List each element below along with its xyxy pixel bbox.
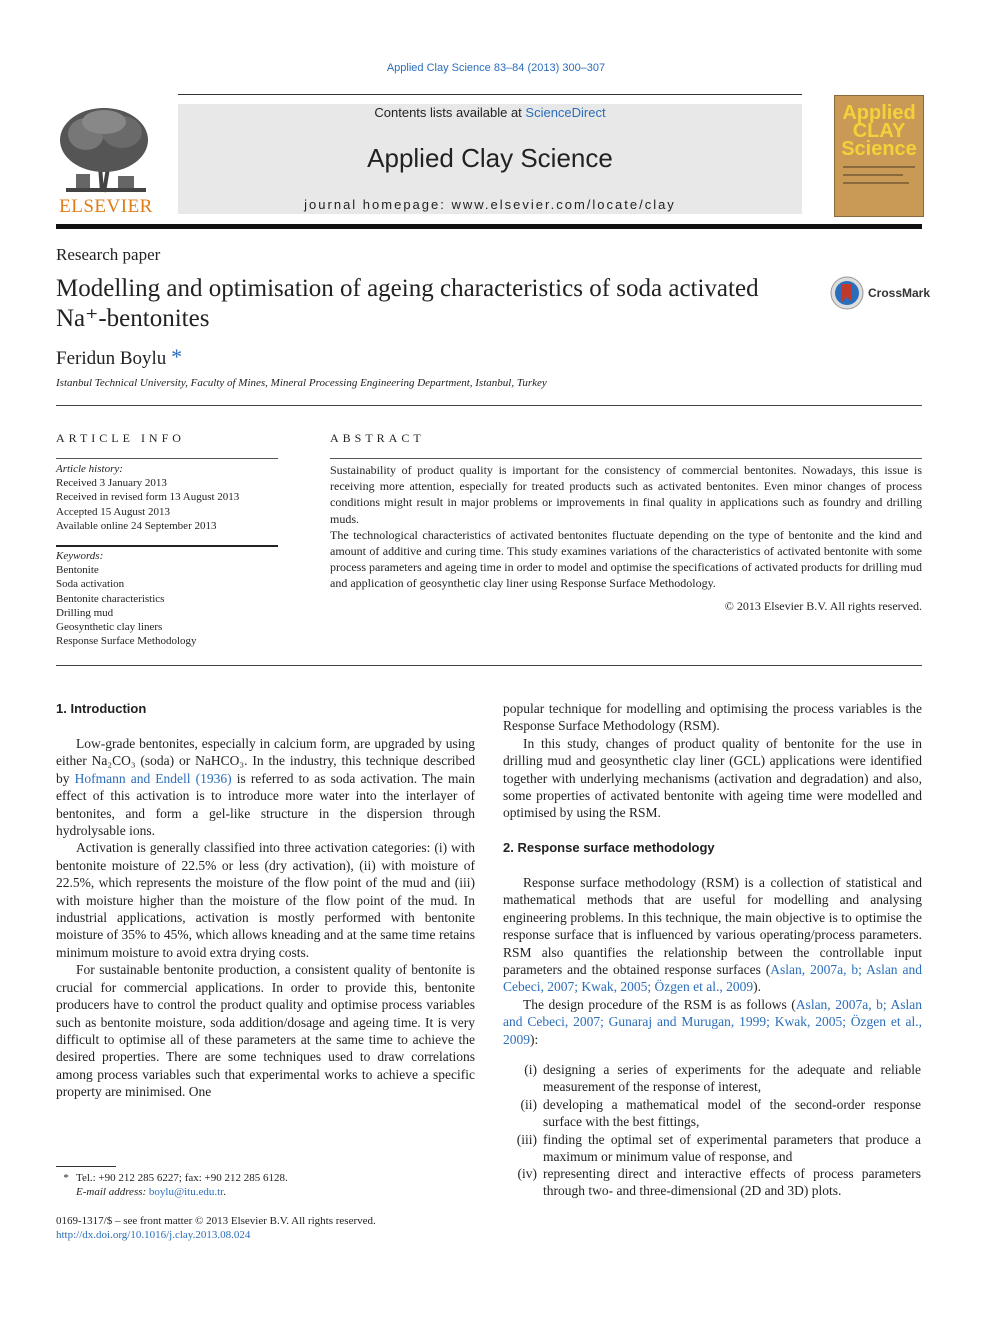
paper-title [56, 274, 796, 334]
header-rule [178, 94, 802, 95]
right-column-top [503, 700, 922, 822]
list-number: (iv) [517, 1166, 537, 1181]
journal-title: Applied Clay Science [367, 143, 613, 173]
footnote [56, 1171, 476, 1199]
publisher-name: ELSEVIER [59, 196, 153, 217]
paragraph [503, 996, 922, 1048]
footnote-tel: Tel.: +90 212 285 6227; fax: +90 212 285 6128. [76, 1172, 288, 1184]
text-span: ). [753, 979, 761, 995]
footnote-mark: * [63, 1172, 69, 1184]
contents-prefix: Contents lists available at [374, 105, 526, 120]
citation-link[interactable]: Hofmann and Endell (1936) [74, 770, 232, 786]
abstract-rule [330, 458, 922, 459]
cover-title: Applied CLAY Science [841, 102, 917, 160]
author-mark[interactable]: * [171, 344, 183, 369]
divider [56, 405, 922, 406]
abstract-heading: ABSTRACT [330, 431, 425, 445]
text-span: ): [530, 1031, 539, 1047]
keyword: Response Surface Methodology [56, 635, 197, 648]
list-text: developing a mathematical model of the second-order response surface with the best fittings, [543, 1097, 921, 1130]
section-heading: 1. Introduction [56, 701, 147, 716]
list-text: representing direct and interactive effects of process parameters through two- and three-dimensional (2D and 3D) plots. [543, 1166, 921, 1199]
header-thick-rule [56, 224, 922, 229]
article-history [56, 462, 278, 533]
journal-cover [834, 95, 924, 217]
keyword: Drilling mud [56, 606, 114, 619]
list-number: (ii) [520, 1097, 537, 1112]
paper-title-line1: Modelling and optimisation of ageing characteristics of soda activated [56, 275, 759, 302]
issn-line: 0169-1317/$ – see front matter © 2013 Elsevier B.V. All rights reserved. [56, 1215, 376, 1227]
text-span: is referred to as soda activation. The main effect of this activation is to introduce more water into the interlayer of bentonites, and form a gel-like structure in the dispersion through hydrolysable ions. [56, 770, 476, 839]
paragraph: popular technique for modelling and optimising the process variables is the Response Surface Methodology (RSM). [503, 701, 922, 734]
paragraph [56, 735, 475, 839]
author-name: Feridun Boylu [56, 348, 167, 369]
paragraph [503, 874, 922, 996]
journal-citation[interactable]: Applied Clay Science 83–84 (2013) 300–307 [386, 62, 606, 74]
text-span: Response surface methodology (RSM) is a collection of statistical and mathematical methods that are useful for modelling and analysing engineering problems. In this technique, the main objective is to optimise the response surface that is influenced by various operating/process parameters. RSM also quantifies the relationship between the controllable input parameters and the obtained response surfaces ( [503, 875, 922, 978]
citation-link[interactable]: Aslan, 2007a, b; Aslan and Cebeci, 2007; Kwak, 2005; Özgen et al., 2009 [503, 962, 922, 995]
keyword: Soda activation [56, 578, 125, 591]
crossmark-badge[interactable] [830, 276, 930, 310]
elsevier-logo [56, 104, 156, 216]
keyword: Bentonite [56, 564, 99, 577]
contents-line [178, 105, 802, 120]
history-label: Article history: [56, 463, 123, 475]
citation-link[interactable]: Aslan, 2007a, b; Aslan and Cebeci, 2007; Gunaraj and Murugan, 1999; Kwak, 2005; Özgen et al., 2009 [503, 996, 923, 1047]
front-matter [56, 1214, 556, 1242]
affiliation: Istanbul Technical University, Faculty of Mines, Mineral Processing Engineering Department, Istanbul, Turkey [56, 377, 547, 389]
email-end: . [223, 1186, 226, 1199]
doi-link[interactable]: http://dx.doi.org/10.1016/j.clay.2013.08.024 [56, 1229, 251, 1242]
footnote-rule [56, 1166, 116, 1167]
history-item: Accepted 15 August 2013 [56, 505, 170, 518]
history-item: Received 3 January 2013 [56, 477, 167, 490]
keyword: Bentonite characteristics [56, 592, 165, 605]
list-text: finding the optimal set of experimental parameters that produce a maximum or minimum value of response, and [543, 1132, 921, 1165]
paper-type: Research paper [56, 245, 161, 264]
procedure-list [503, 1061, 922, 1206]
keywords [56, 549, 278, 648]
sciencedirect-link[interactable]: ScienceDirect [525, 105, 606, 120]
paragraph: Activation is generally classified into three activation categories: (i) with bentonite moisture of 22.5% or less (dry activation), (ii) with moisture of 22.5%, which represents the moisture of the flow point of the mud and (iii) with moisture higher than the moisture of the flow point of the mud. In industrial applications, activation is mostly performed with bentonite moisture of 35% to 45%, which allows kneading and at the same time retains minimum moisture to avoid extra drying costs. [56, 840, 475, 960]
copyright: © 2013 Elsevier B.V. All rights reserved. [724, 598, 922, 613]
keyword: Geosynthetic clay liners [56, 621, 163, 634]
right-column-body [503, 874, 922, 1048]
text-span: Low-grade bentonites, especially in calcium form, are upgraded by using either Na₂CO₃ (soda) or NaHCO₃. In the industry, this technique described by [56, 736, 475, 786]
list-number: (iii) [516, 1132, 537, 1147]
left-column [56, 735, 475, 1101]
article-info-rule [56, 458, 278, 459]
section-heading: 2. Response surface methodology [503, 840, 715, 855]
abstract-paragraph: Sustainability of product quality is important for the consistency of commercial bentonites. Nowadays, this issue is receiving more attention, especially for treated products such as activated bentonites. Even minor changes of process conditions might result in major problems or improvements in final quality in applications such as foundry and drilling muds. [330, 463, 922, 526]
article-info-heading: ARTICLE INFO [56, 431, 185, 445]
abstract-body [330, 462, 922, 614]
divider [56, 665, 922, 666]
email-link[interactable]: boylu@itu.edu.tr [148, 1186, 224, 1199]
abstract-paragraph: The technological characteristics of activated bentonites fluctuate depending on the type of bentonite and the kind and amount of additive and curing time. This study examines variations of the characteristics of activated bentonite with some process parameters and ageing time in order to model and optimise the specifications of activated products for drilling mud and application of geosynthetic clay liner using Response Surface Methodology. [330, 527, 922, 591]
list-text: designing a series of experiments for the adequate and reliable measurement of the response of interest, [543, 1062, 921, 1095]
email-label: E-mail address: [76, 1186, 149, 1199]
journal-homepage[interactable]: journal homepage: www.elsevier.com/locate/clay [304, 197, 676, 212]
paragraph: In this study, changes of product quality of bentonite for the use in drilling mud and geosynthetic clay liner (GCL) applications were identified together with underlying mechanisms (activation and degradation) and also, some properties of activated bentonite with ageing time were modelled and optimised by using the RSM. [503, 735, 922, 821]
crossmark-icon [830, 276, 864, 310]
history-item: Received in revised form 13 August 2013 [56, 491, 240, 504]
author [56, 344, 182, 370]
keywords-rule [56, 545, 278, 547]
paragraph: For sustainable bentonite production, a consistent quality of bentonite is crucial for commercial applications. In order to provide this, bentonite producers have to control the product quality and optimise process variables such as bentonite moisture, soda addition/dosage and ageing time. It is very difficult to optimise all of these parameters at the same time to achieve the desired properties. There are some techniques used to draw correlations among process variables such that experimental works to achieve a specific property are minimised. One [56, 962, 475, 1100]
text-span: The design procedure of the RSM is as follows ( [523, 996, 796, 1012]
history-item: Available online 24 September 2013 [56, 519, 217, 532]
crossmark-label: CrossMark [868, 286, 931, 300]
paper-title-line2: Na⁺-bentonites [56, 305, 210, 332]
list-number: (i) [524, 1062, 537, 1077]
keywords-label: Keywords: [56, 550, 104, 562]
